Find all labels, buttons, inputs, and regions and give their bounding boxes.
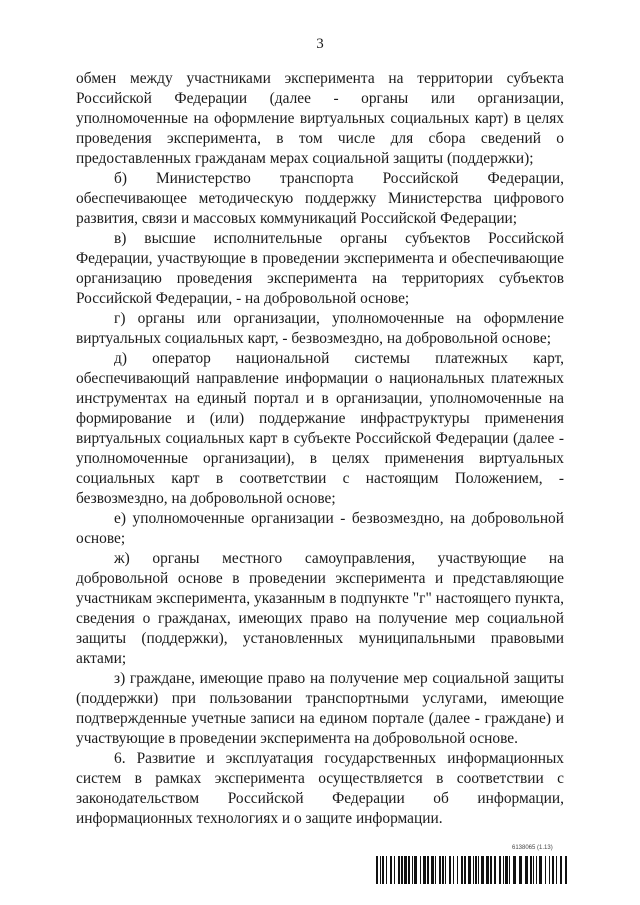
paragraph-intro-continued: обмен между участниками эксперимента на территории субъекта Российской Федерации (далее - органы или организации, уполномоченные на оформление виртуальных социальных карт) в целях проведения эксперимента, в том числе для сбора сведений о предоставленных гражданам мерах социальной защиты (поддержки);: [76, 70, 564, 167]
paragraph-item-zh: ж) органы местного самоуправления, участвующие на добровольной основе в проведении эксперимента и представляющие участникам эксперимента, указанным в подпункте "г" настоящего пункта, сведения о гражданах, имеющих право на получение мер социальной защиты (поддержки), установленных муниципальными правовыми актами;: [76, 550, 564, 667]
paragraph-item-z: з) граждане, имеющие право на получение мер социальной защиты (поддержки) при пользовании транспортными услугами, имеющие подтвержденные учетные записи на едином портале (далее - граждане) и участвующие в проведении эксперимента на добровольной основе.: [76, 670, 564, 747]
paragraph-section-6: 6. Развитие и эксплуатация государственных информационных систем в рамках эксперимента осуществляется в соответствии с законодательством Российской Федерации об информации, информационных технологиях и о защите информации.: [76, 750, 564, 827]
document-body: [76, 69, 564, 829]
page-number: 3: [316, 36, 324, 52]
document-code: 6138065 (1.13): [512, 845, 553, 851]
paragraph-item-v: в) высшие исполнительные органы субъектов Российской Федерации, участвующие в проведении эксперимента и обеспечивающие организацию проведения эксперимента на территориях субъектов Российской Федерации, - на добровольной основе;: [76, 230, 564, 307]
paragraph-item-b: б) Министерство транспорта Российской Федерации, обеспечивающее методическую поддержку Министерства цифрового развития, связи и массовых коммуникаций Российской Федерации;: [76, 170, 564, 227]
barcode-icon: [376, 856, 568, 884]
paragraph-item-d: д) оператор национальной системы платежных карт, обеспечивающий направление информации о национальных платежных инструментах на единый портал и в организации, уполномоченные на формирование и (или) поддержание инфраструктуры применения виртуальных социальных карт в субъекте Российской Федерации (далее - уполномоченные организации), в целях применения виртуальных социальных карт в соответствии с настоящим Положением, - безвозмездно, на добровольной основе;: [76, 350, 564, 507]
paragraph-item-e: е) уполномоченные организации - безвозмездно, на добровольной основе;: [76, 510, 564, 547]
paragraph-item-g: г) органы или организации, уполномоченные на оформление виртуальных социальных карт, - безвозмездно, на добровольной основе;: [76, 310, 564, 347]
